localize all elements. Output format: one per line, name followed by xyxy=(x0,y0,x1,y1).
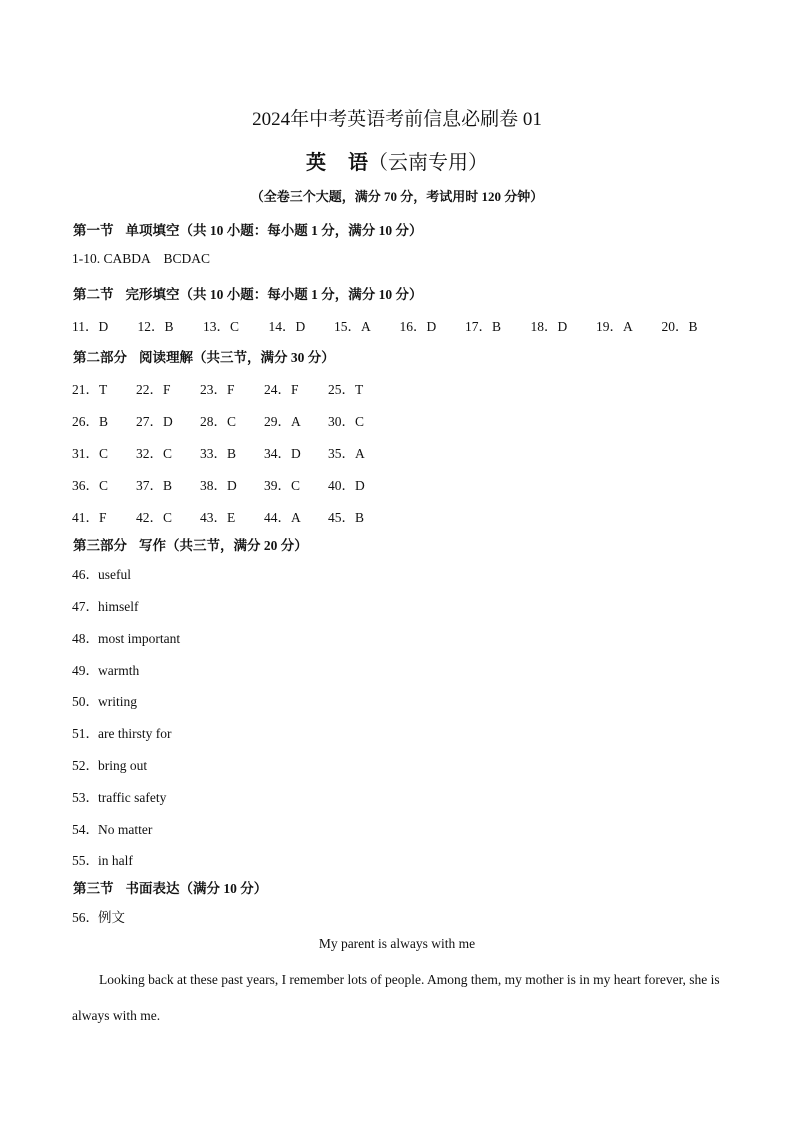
answer-line: 53．traffic safety xyxy=(72,790,167,805)
answer-line: 52．bring out xyxy=(72,758,148,773)
answer-item: 29．A xyxy=(264,414,301,429)
answer-item: 45．B xyxy=(328,510,365,525)
answer-item: 26．B xyxy=(72,414,109,429)
answer-line: 51．are thirsty for xyxy=(72,726,172,741)
answer-item: 41．F xyxy=(72,510,107,525)
exam-note: （全卷三个大题，满分 70 分，考试用时 120 分钟） xyxy=(250,189,544,204)
answer-item: 15．A xyxy=(334,319,371,334)
answer-item: 40．D xyxy=(328,478,365,493)
part-2-desc: 阅读理解（共三节，满分 30 分） xyxy=(139,350,335,365)
question-56: 56．例文 xyxy=(72,910,125,925)
answer-item: 31．C xyxy=(72,446,109,461)
answer-item: 20．B xyxy=(661,319,698,334)
part-2-heading xyxy=(73,346,335,366)
answer-item: 42．C xyxy=(136,510,173,525)
answer-item: 14．D xyxy=(268,319,306,334)
section-2-name: 第二节 xyxy=(73,287,114,302)
subject-char-2: 语 xyxy=(348,152,368,174)
answer-item: 34．D xyxy=(264,446,301,461)
answer-item: 33．B xyxy=(200,446,237,461)
section-1-answers: 1-10. CABDA BCDAC xyxy=(72,251,211,266)
answer-item: 35．A xyxy=(328,446,365,461)
part-2-row xyxy=(72,442,392,462)
answer-item: 25．T xyxy=(328,382,364,397)
answer-item: 17．B xyxy=(465,319,502,334)
answer-item: 36．C xyxy=(72,478,109,493)
answer-item: 21．T xyxy=(72,382,108,397)
answer-item: 32．C xyxy=(136,446,173,461)
section-2-desc: 完形填空（共 10 小题：每小题 1 分，满分 10 分） xyxy=(125,287,423,302)
answer-item: 37．B xyxy=(136,478,173,493)
answer-line: 48．most important xyxy=(72,631,181,646)
essay-title: My parent is always with me xyxy=(318,936,476,951)
answer-item: 23．F xyxy=(200,382,235,397)
answer-line: 54．No matter xyxy=(72,822,153,837)
section-3-heading xyxy=(73,877,267,897)
page-title: 2024年中考英语考前信息必刷卷 01 xyxy=(252,109,542,130)
answer-line: 55．in half xyxy=(72,853,133,868)
section-3-name: 第三节 xyxy=(73,881,114,896)
section-2-answers xyxy=(72,315,727,335)
subject-heading xyxy=(0,146,794,175)
answer-line: 49．warmth xyxy=(72,663,140,678)
section-1-name: 第一节 xyxy=(73,223,114,238)
answer-line: 47．himself xyxy=(72,599,139,614)
subject-char-1: 英 xyxy=(306,152,326,174)
answer-item: 44．A xyxy=(264,510,301,525)
answer-item: 28．C xyxy=(200,414,237,429)
part-2-row xyxy=(72,506,392,526)
section-2-heading xyxy=(73,283,423,303)
answer-item: 18．D xyxy=(530,319,568,334)
answer-line: 50．writing xyxy=(72,694,137,709)
part-2-row xyxy=(72,474,392,494)
part-2-row xyxy=(72,378,392,398)
answer-item: 22．F xyxy=(136,382,171,397)
answer-item: 39．C xyxy=(264,478,301,493)
answer-item: 24．F xyxy=(264,382,299,397)
answer-item: 43．E xyxy=(200,510,236,525)
answer-item: 27．D xyxy=(136,414,173,429)
answer-item: 12．B xyxy=(137,319,174,334)
answer-item: 16．D xyxy=(399,319,437,334)
answer-item: 30．C xyxy=(328,414,365,429)
answer-line: 46．useful xyxy=(72,567,131,582)
part-2-name: 第二部分 xyxy=(73,350,127,365)
answer-item: 13．C xyxy=(203,319,240,334)
section-3-desc: 书面表达（满分 10 分） xyxy=(125,881,268,896)
part-3-name: 第三部分 xyxy=(73,538,127,553)
part-2-row xyxy=(72,410,392,430)
section-1-heading xyxy=(73,219,423,239)
answer-item: 11．D xyxy=(72,319,109,334)
subject-region: （云南专用） xyxy=(368,152,488,174)
part-3-heading xyxy=(73,534,308,554)
answer-item: 38．D xyxy=(200,478,237,493)
part-3-desc: 写作（共三节，满分 20 分） xyxy=(139,538,308,553)
essay-paragraph: Looking back at these past years, I remember lots of people. Among them, my mother is in my heart forever, she is always with me. xyxy=(72,972,720,1023)
answer-item: 19．A xyxy=(596,319,633,334)
section-1-desc: 单项填空（共 10 小题：每小题 1 分，满分 10 分） xyxy=(125,223,423,238)
